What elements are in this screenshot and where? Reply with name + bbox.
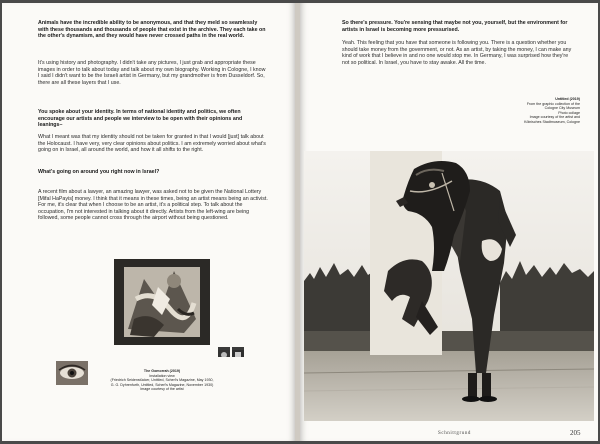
interview-question-israel: What's going on around you right now in Israel? xyxy=(38,169,160,175)
right-page xyxy=(300,3,598,441)
gomorrah-caption xyxy=(102,369,222,392)
untitled-caption-line: Photo collage xyxy=(558,110,580,115)
thumbnail-image-2 xyxy=(232,347,244,357)
thumbnail-image-1 xyxy=(218,347,230,357)
gomorrah-caption-line: G. G. Dyhrenfurth, Untitled, Scherl's Magazine, November 1930) xyxy=(110,382,214,387)
left-paragraph-2: It's using history and photography. I didn't take any pictures, I just grab and appropriate these images in order to talk about today and talk about my own biography. Working in Cologne, I know I said I didn't want to be the Israeli artist in Germany, but my grandmother is from Dusseldorf. So, there are all these layers that I use. xyxy=(38,60,266,86)
gomorrah-caption-line: (Friedrich Seidenstücker, Untitled, Scherl's Magazine, May 1930, xyxy=(110,378,214,382)
gomorrah-caption-line: Image courtesy of the artist xyxy=(140,387,184,391)
interview-question-identity: You spoke about your identity. In terms of national identity and politics, we often encourage our artists and people we interview to be open with their opinions and leanings– xyxy=(38,109,243,129)
untitled-caption-line: From the graphic collection of the xyxy=(526,101,580,106)
left-paragraph-1: Animals have the incredible ability to be anonymous, and that they meld so seamlessly with these thousands and thousands of people that exist in the archive. They each take on the other's dynamism, and they would have never crossed paths in the real world. xyxy=(38,20,266,40)
right-paragraph-1: So there's pressure. You're sensing that maybe not you, yourself, but the environment for artists in Israel is becoming more pressurised. xyxy=(342,20,568,33)
left-page xyxy=(2,3,295,441)
gomorrah-caption-title: The Gomorrah (2019) xyxy=(143,369,181,373)
running-head: Schnittgrund xyxy=(438,431,472,436)
untitled-caption-line: Cologne City Museum xyxy=(544,106,580,110)
page-number: 205 xyxy=(570,429,581,437)
left-paragraph-3: What I meant was that my identity should not be taken for granted in that I would [just] talk about the Holocaust. I have very, very clear opinions about politics. I am extremely worried about what's going on in Israel, all around the world, and how it all shifts to the right. xyxy=(38,134,266,154)
gomorrah-collage-image xyxy=(114,259,210,345)
left-paragraph-4: A recent film about a lawyer, an amazing lawyer, was asked not to be given the National Lottery [Mifal HaPayis] money. I think that it means in these times, being an artist means being an activist. For me, it's clear that when I choose to be an artist, it's a political step. To talk about the occupation, I'm not interested in talking about it directly. Artists from the left-wing are being followed, some people cannot cross through the airport without being questioned. xyxy=(38,189,268,222)
gomorrah-caption-line: Installation view xyxy=(149,373,175,378)
untitled-caption-title: Untitled (2019) xyxy=(555,97,580,101)
right-paragraph-2: Yeah. This feeling that you have that someone is following you. There is a question whether you should take money from the government, or not. As an artist, by taking the money, I can make any kind of work that I believe in and no one would stop me. In Germany, I was surprised how they're not so political. In Israel, you have to stay awake. All the time. xyxy=(342,40,572,66)
untitled-caption-line: Image courtesy of the artist and xyxy=(529,115,580,119)
horse-collage-photo xyxy=(304,151,594,421)
untitled-caption xyxy=(488,97,580,124)
untitled-caption-line: Kölnisches Stadtmuseum, Cologne xyxy=(524,119,580,124)
eye-photograph xyxy=(56,361,88,385)
